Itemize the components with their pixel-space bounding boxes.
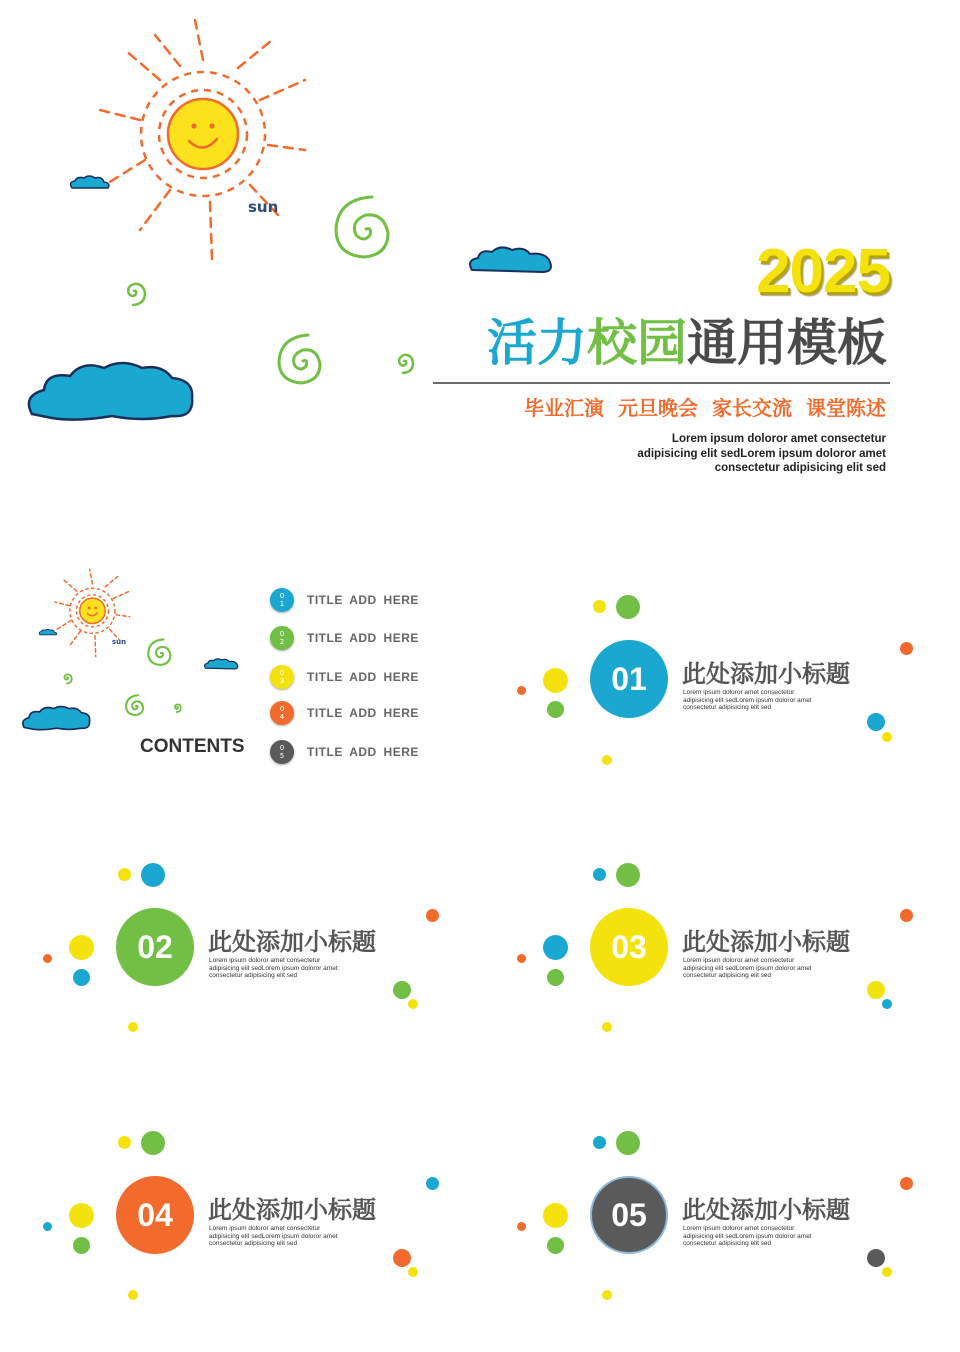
dot-icon (69, 935, 94, 960)
cover-desc-line3: consectetur adipisicing elit sed (714, 462, 886, 474)
dot-icon (543, 668, 568, 693)
dot-icon (882, 732, 892, 742)
spiral-icon (60, 671, 74, 684)
sun-icon (100, 10, 320, 270)
section-description (209, 1225, 359, 1248)
dot-icon (69, 1203, 94, 1228)
dot-icon (593, 1136, 606, 1149)
section-desc-line3: consectetur adipisicing elit sed (209, 972, 298, 979)
section-desc-line1: Lorem ipsum doloror amet consectetur (683, 689, 795, 696)
toc-item-2[interactable] (270, 626, 419, 650)
cloud-icon (20, 704, 92, 732)
sun-label: sun (248, 198, 279, 216)
spiral-icon (390, 347, 418, 375)
section-desc-line2: adipisicing elit sedLorem ipsum doloror amet (683, 696, 812, 704)
dot-icon (517, 686, 526, 695)
dot-icon (616, 595, 640, 619)
cover-title-part2: 校园 (587, 314, 687, 372)
section-title: 此处添加小标题 (208, 1196, 376, 1224)
section-number-badge: 03 (590, 908, 668, 986)
dot-icon (547, 1237, 564, 1254)
sun-icon (55, 563, 135, 663)
dot-icon (141, 1131, 165, 1155)
spiral-icon (118, 276, 150, 306)
toc-num-top: 0 (279, 669, 285, 677)
dot-icon (543, 1203, 568, 1228)
section-desc-line3: consectetur adipisicing elit sed (683, 972, 772, 979)
toc-item-label: TITLE ADD HERE (307, 670, 419, 684)
section-desc-line3: consectetur adipisicing elit sed (683, 704, 772, 711)
dot-icon (73, 969, 90, 986)
toc-number-badge (270, 701, 294, 725)
cover-title-part1: 活力 (487, 314, 587, 372)
dot-icon (882, 999, 892, 1009)
dot-icon (128, 1022, 138, 1032)
cloud-icon (466, 244, 554, 276)
spiral-icon (272, 332, 334, 390)
toc-item-label: TITLE ADD HERE (307, 593, 419, 607)
dot-icon (547, 701, 564, 718)
dot-icon (393, 1249, 411, 1267)
dot-icon (616, 863, 640, 887)
dot-icon (128, 1290, 138, 1300)
dot-icon (547, 969, 564, 986)
section-number-badge: 04 (116, 1176, 194, 1254)
dot-icon (408, 1267, 418, 1277)
title-divider (433, 382, 890, 384)
toc-number-badge (270, 588, 294, 612)
cover-main-title (455, 310, 887, 376)
dot-icon (73, 1237, 90, 1254)
dot-icon (517, 1222, 526, 1231)
section-desc-line1: Lorem ipsum doloror amet consectetur (209, 1225, 321, 1232)
section-desc-line1: Lorem ipsum doloror amet consectetur (209, 957, 321, 964)
section-desc-line2: adipisicing elit sedLorem ipsum doloror amet (683, 1232, 812, 1240)
dot-icon (867, 713, 885, 731)
toc-number-badge (270, 665, 294, 689)
toc-number-badge (270, 740, 294, 764)
section-desc-line1: Lorem ipsum doloror amet consectetur (683, 957, 795, 964)
cloud-icon (203, 657, 239, 671)
toc-num-top: 0 (279, 592, 285, 600)
dot-icon (616, 1131, 640, 1155)
section-desc-line3: consectetur adipisicing elit sed (209, 1240, 298, 1247)
toc-num-top: 0 (279, 630, 285, 638)
toc-num-top: 0 (279, 705, 285, 713)
dot-icon (43, 954, 52, 963)
toc-item-3[interactable] (270, 665, 419, 689)
cover-subtitle-4: 课堂陈述 (806, 396, 886, 420)
section-description (683, 689, 833, 712)
section-description (683, 1225, 833, 1248)
section-title: 此处添加小标题 (682, 660, 850, 688)
dot-icon (43, 1222, 52, 1231)
cover-desc-line1: Lorem ipsum doloror amet consectetur (671, 433, 886, 445)
dot-icon (393, 981, 411, 999)
dot-icon (517, 954, 526, 963)
cloud-icon (38, 628, 58, 637)
dot-icon (900, 1177, 913, 1190)
toc-item-1[interactable] (270, 588, 419, 612)
dot-icon (593, 868, 606, 881)
dot-icon (141, 863, 165, 887)
section-description (683, 957, 833, 980)
section-desc-line3: consectetur adipisicing elit sed (683, 1240, 772, 1247)
dot-icon (867, 1249, 885, 1267)
cover-year: 2025 (756, 237, 890, 306)
dot-icon (593, 600, 606, 613)
section-desc-line2: adipisicing elit sedLorem ipsum doloror amet (683, 964, 812, 972)
contents-sun-label: sun (112, 638, 127, 646)
cloud-icon (68, 174, 112, 192)
dot-icon (867, 981, 885, 999)
dot-icon (118, 1136, 131, 1149)
section-number-badge: 02 (116, 908, 194, 986)
toc-num-bottom: 1 (279, 600, 285, 608)
toc-item-label: TITLE ADD HERE (307, 631, 419, 645)
toc-num-bottom: 5 (279, 752, 285, 760)
dot-icon (118, 868, 131, 881)
spiral-icon (144, 638, 178, 668)
toc-item-4[interactable] (270, 701, 419, 725)
cover-description (560, 432, 886, 476)
spiral-icon (326, 194, 406, 264)
dot-icon (543, 935, 568, 960)
contents-heading: CONTENTS (140, 736, 245, 757)
cover-subtitle-2: 元旦晚会 (618, 396, 698, 420)
section-title: 此处添加小标题 (208, 928, 376, 956)
section-title: 此处添加小标题 (682, 1196, 850, 1224)
dot-icon (602, 1290, 612, 1300)
dot-icon (426, 1177, 439, 1190)
dot-icon (408, 999, 418, 1009)
cover-subtitle-1: 毕业汇演 (524, 396, 604, 420)
dot-icon (900, 642, 913, 655)
dot-icon (900, 909, 913, 922)
toc-num-top: 0 (279, 744, 285, 752)
dot-icon (882, 1267, 892, 1277)
dot-icon (602, 1022, 612, 1032)
section-desc-line2: adipisicing elit sedLorem ipsum doloror amet (209, 964, 338, 972)
cover-title-part3: 通用模板 (687, 314, 887, 372)
section-description (209, 957, 359, 980)
cover-desc-line2: adipisicing elit sedLorem ipsum doloror amet (637, 447, 886, 460)
toc-number-badge (270, 626, 294, 650)
section-desc-line2: adipisicing elit sedLorem ipsum doloror amet (209, 1232, 338, 1240)
spiral-icon (171, 701, 183, 713)
section-title: 此处添加小标题 (682, 928, 850, 956)
section-desc-line1: Lorem ipsum doloror amet consectetur (683, 1225, 795, 1232)
toc-item-label: TITLE ADD HERE (307, 706, 419, 720)
toc-num-bottom: 3 (279, 677, 285, 685)
cover-subtitles (430, 392, 886, 421)
dot-icon (602, 755, 612, 765)
toc-item-label: TITLE ADD HERE (307, 745, 419, 759)
toc-num-bottom: 2 (279, 638, 285, 646)
spiral-icon (123, 694, 149, 718)
toc-num-bottom: 4 (279, 713, 285, 721)
cover-subtitle-3: 家长交流 (712, 396, 792, 420)
dot-icon (426, 909, 439, 922)
section-number-badge: 01 (590, 640, 668, 718)
toc-item-5[interactable] (270, 740, 419, 764)
section-number-badge: 05 (590, 1176, 668, 1254)
cloud-icon (22, 358, 198, 424)
